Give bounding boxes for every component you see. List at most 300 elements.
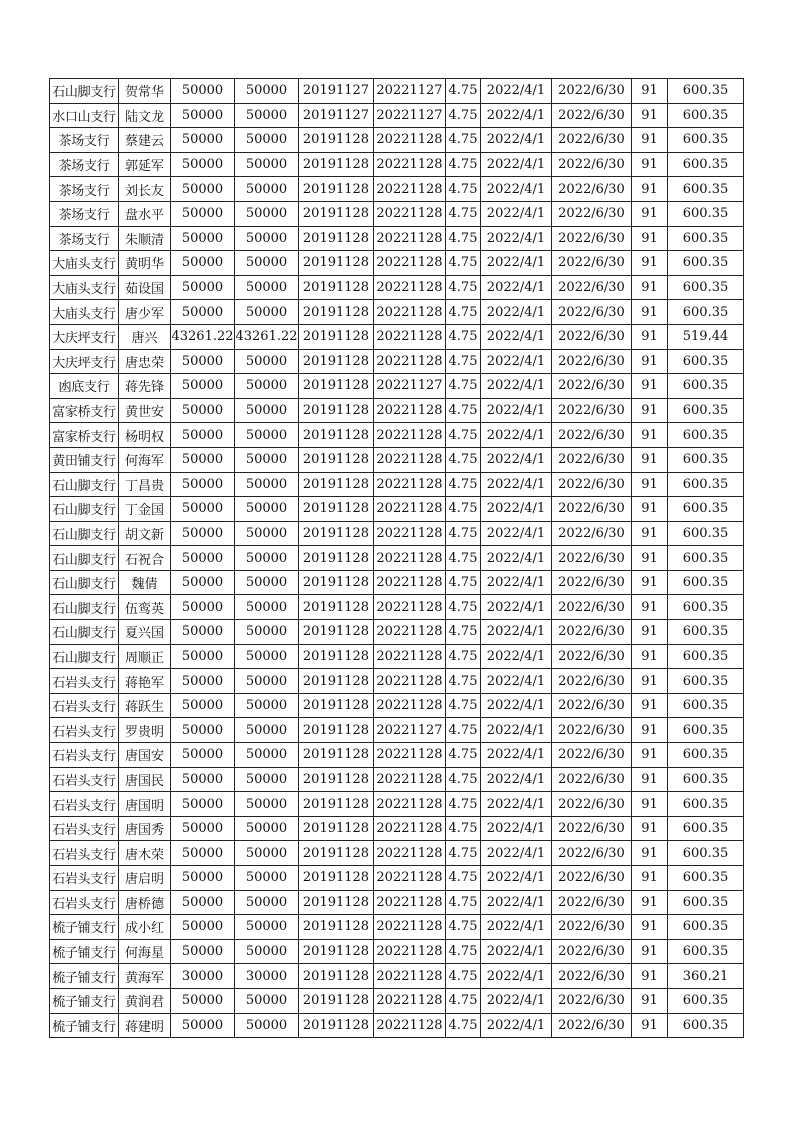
borrower-name-cell: 成小红 (119, 915, 171, 940)
interest-rate-cell: 4.75 (446, 743, 481, 768)
end-date-cell: 20221128 (374, 915, 446, 940)
table-row (50, 743, 744, 768)
days-cell: 91 (632, 103, 668, 128)
interest-amount-cell: 600.35 (668, 866, 744, 891)
interest-amount-cell: 600.35 (668, 570, 744, 595)
interest-rate-cell: 4.75 (446, 620, 481, 645)
interest-amount-cell: 600.35 (668, 349, 744, 374)
start-date-cell: 20191128 (299, 964, 374, 989)
end-date-cell: 20221128 (374, 620, 446, 645)
interest-rate-cell: 4.75 (446, 128, 481, 153)
period-start-cell: 2022/4/1 (481, 743, 552, 768)
start-date-cell: 20191128 (299, 177, 374, 202)
period-start-cell: 2022/4/1 (481, 497, 552, 522)
loan-amount-cell: 30000 (171, 964, 235, 989)
borrower-name-cell: 伍鸾英 (119, 595, 171, 620)
start-date-cell: 20191128 (299, 275, 374, 300)
loan-balance-cell: 50000 (235, 792, 299, 817)
end-date-cell: 20221128 (374, 767, 446, 792)
borrower-name-cell: 郭延军 (119, 152, 171, 177)
table-row (50, 915, 744, 940)
loan-balance-cell: 50000 (235, 497, 299, 522)
table-row (50, 398, 744, 423)
table-row (50, 103, 744, 128)
end-date-cell: 20221128 (374, 423, 446, 448)
loan-balance-cell: 50000 (235, 718, 299, 743)
period-start-cell: 2022/4/1 (481, 447, 552, 472)
start-date-cell: 20191128 (299, 521, 374, 546)
interest-amount-cell: 600.35 (668, 915, 744, 940)
loan-amount-cell: 50000 (171, 644, 235, 669)
loan-balance-cell: 50000 (235, 300, 299, 325)
period-end-cell: 2022/6/30 (552, 816, 632, 841)
interest-rate-cell: 4.75 (446, 595, 481, 620)
table-row (50, 546, 744, 571)
end-date-cell: 20221128 (374, 939, 446, 964)
days-cell: 91 (632, 226, 668, 251)
start-date-cell: 20191128 (299, 718, 374, 743)
days-cell: 91 (632, 841, 668, 866)
table-body (50, 79, 744, 1038)
end-date-cell: 20221128 (374, 644, 446, 669)
start-date-cell: 20191128 (299, 693, 374, 718)
branch-cell: 大庙头支行 (50, 251, 119, 276)
days-cell: 91 (632, 767, 668, 792)
start-date-cell: 20191128 (299, 890, 374, 915)
loan-amount-cell: 50000 (171, 423, 235, 448)
days-cell: 91 (632, 79, 668, 104)
period-end-cell: 2022/6/30 (552, 644, 632, 669)
borrower-name-cell: 蒋先锋 (119, 374, 171, 399)
interest-rate-cell: 4.75 (446, 374, 481, 399)
loan-balance-cell: 50000 (235, 1013, 299, 1038)
period-start-cell: 2022/4/1 (481, 177, 552, 202)
loan-balance-cell: 50000 (235, 915, 299, 940)
borrower-name-cell: 蒋建明 (119, 1013, 171, 1038)
end-date-cell: 20221128 (374, 1013, 446, 1038)
loan-balance-cell: 50000 (235, 152, 299, 177)
period-end-cell: 2022/6/30 (552, 841, 632, 866)
start-date-cell: 20191128 (299, 939, 374, 964)
days-cell: 91 (632, 374, 668, 399)
branch-cell: 石山脚支行 (50, 497, 119, 522)
table-row (50, 792, 744, 817)
start-date-cell: 20191128 (299, 743, 374, 768)
days-cell: 91 (632, 866, 668, 891)
days-cell: 91 (632, 152, 668, 177)
interest-amount-cell: 600.35 (668, 275, 744, 300)
period-start-cell: 2022/4/1 (481, 152, 552, 177)
interest-rate-cell: 4.75 (446, 423, 481, 448)
loan-balance-cell: 50000 (235, 128, 299, 153)
start-date-cell: 20191128 (299, 398, 374, 423)
end-date-cell: 20221127 (374, 718, 446, 743)
loan-balance-cell: 50000 (235, 447, 299, 472)
branch-cell: 石岩头支行 (50, 890, 119, 915)
interest-amount-cell: 600.35 (668, 792, 744, 817)
loan-balance-cell: 50000 (235, 472, 299, 497)
days-cell: 91 (632, 718, 668, 743)
loan-amount-cell: 50000 (171, 693, 235, 718)
table-row (50, 300, 744, 325)
period-end-cell: 2022/6/30 (552, 915, 632, 940)
interest-amount-cell: 600.35 (668, 398, 744, 423)
loan-amount-cell: 50000 (171, 103, 235, 128)
table-row (50, 890, 744, 915)
days-cell: 91 (632, 275, 668, 300)
loan-amount-cell: 50000 (171, 128, 235, 153)
borrower-name-cell: 蒋跃生 (119, 693, 171, 718)
period-start-cell: 2022/4/1 (481, 128, 552, 153)
interest-amount-cell: 600.35 (668, 128, 744, 153)
start-date-cell: 20191128 (299, 324, 374, 349)
period-end-cell: 2022/6/30 (552, 1013, 632, 1038)
table-row (50, 620, 744, 645)
period-start-cell: 2022/4/1 (481, 398, 552, 423)
period-end-cell: 2022/6/30 (552, 79, 632, 104)
period-start-cell: 2022/4/1 (481, 693, 552, 718)
borrower-name-cell: 黄润君 (119, 988, 171, 1013)
start-date-cell: 20191128 (299, 300, 374, 325)
period-start-cell: 2022/4/1 (481, 718, 552, 743)
end-date-cell: 20221128 (374, 201, 446, 226)
period-start-cell: 2022/4/1 (481, 866, 552, 891)
period-end-cell: 2022/6/30 (552, 570, 632, 595)
table-row (50, 79, 744, 104)
period-start-cell: 2022/4/1 (481, 841, 552, 866)
interest-rate-cell: 4.75 (446, 866, 481, 891)
end-date-cell: 20221128 (374, 472, 446, 497)
table-row (50, 964, 744, 989)
borrower-name-cell: 蔡建云 (119, 128, 171, 153)
period-end-cell: 2022/6/30 (552, 620, 632, 645)
period-end-cell: 2022/6/30 (552, 423, 632, 448)
start-date-cell: 20191128 (299, 447, 374, 472)
interest-rate-cell: 4.75 (446, 251, 481, 276)
period-end-cell: 2022/6/30 (552, 988, 632, 1013)
borrower-name-cell: 黄明华 (119, 251, 171, 276)
period-end-cell: 2022/6/30 (552, 472, 632, 497)
period-start-cell: 2022/4/1 (481, 792, 552, 817)
end-date-cell: 20221128 (374, 128, 446, 153)
end-date-cell: 20221128 (374, 447, 446, 472)
interest-rate-cell: 4.75 (446, 79, 481, 104)
branch-cell: 富家桥支行 (50, 398, 119, 423)
borrower-name-cell: 陆文龙 (119, 103, 171, 128)
interest-rate-cell: 4.75 (446, 693, 481, 718)
period-start-cell: 2022/4/1 (481, 988, 552, 1013)
days-cell: 91 (632, 447, 668, 472)
borrower-name-cell: 丁昌贵 (119, 472, 171, 497)
days-cell: 91 (632, 251, 668, 276)
loan-amount-cell: 50000 (171, 570, 235, 595)
end-date-cell: 20221128 (374, 152, 446, 177)
interest-rate-cell: 4.75 (446, 472, 481, 497)
table-row (50, 1013, 744, 1038)
interest-rate-cell: 4.75 (446, 816, 481, 841)
table-row (50, 324, 744, 349)
loan-amount-cell: 50000 (171, 275, 235, 300)
branch-cell: 石岩头支行 (50, 693, 119, 718)
branch-cell: 凼底支行 (50, 374, 119, 399)
interest-rate-cell: 4.75 (446, 939, 481, 964)
period-start-cell: 2022/4/1 (481, 472, 552, 497)
period-start-cell: 2022/4/1 (481, 103, 552, 128)
days-cell: 91 (632, 964, 668, 989)
table-row (50, 275, 744, 300)
interest-amount-cell: 600.35 (668, 595, 744, 620)
start-date-cell: 20191128 (299, 497, 374, 522)
table-row (50, 349, 744, 374)
end-date-cell: 20221128 (374, 177, 446, 202)
loan-amount-cell: 50000 (171, 374, 235, 399)
branch-cell: 梳子铺支行 (50, 988, 119, 1013)
loan-balance-cell: 43261.22 (235, 324, 299, 349)
loan-amount-cell: 50000 (171, 743, 235, 768)
days-cell: 91 (632, 890, 668, 915)
borrower-name-cell: 何海星 (119, 939, 171, 964)
days-cell: 91 (632, 349, 668, 374)
interest-amount-cell: 600.35 (668, 472, 744, 497)
period-start-cell: 2022/4/1 (481, 816, 552, 841)
start-date-cell: 20191127 (299, 79, 374, 104)
branch-cell: 富家桥支行 (50, 423, 119, 448)
period-start-cell: 2022/4/1 (481, 423, 552, 448)
loan-amount-cell: 50000 (171, 472, 235, 497)
borrower-name-cell: 唐桥德 (119, 890, 171, 915)
loan-amount-cell: 50000 (171, 767, 235, 792)
end-date-cell: 20221128 (374, 866, 446, 891)
period-end-cell: 2022/6/30 (552, 964, 632, 989)
table-row (50, 201, 744, 226)
loan-amount-cell: 50000 (171, 939, 235, 964)
branch-cell: 茶场支行 (50, 152, 119, 177)
branch-cell: 石岩头支行 (50, 743, 119, 768)
loan-balance-cell: 50000 (235, 349, 299, 374)
branch-cell: 石山脚支行 (50, 79, 119, 104)
interest-rate-cell: 4.75 (446, 521, 481, 546)
branch-cell: 梳子铺支行 (50, 939, 119, 964)
end-date-cell: 20221127 (374, 103, 446, 128)
table-row (50, 152, 744, 177)
period-end-cell: 2022/6/30 (552, 177, 632, 202)
start-date-cell: 20191128 (299, 226, 374, 251)
interest-rate-cell: 4.75 (446, 1013, 481, 1038)
start-date-cell: 20191128 (299, 374, 374, 399)
loan-balance-cell: 50000 (235, 988, 299, 1013)
branch-cell: 石岩头支行 (50, 792, 119, 817)
days-cell: 91 (632, 201, 668, 226)
days-cell: 91 (632, 693, 668, 718)
loan-balance-cell: 50000 (235, 251, 299, 276)
days-cell: 91 (632, 792, 668, 817)
loan-balance-cell: 50000 (235, 866, 299, 891)
days-cell: 91 (632, 497, 668, 522)
period-start-cell: 2022/4/1 (481, 349, 552, 374)
table-row (50, 693, 744, 718)
interest-amount-cell: 600.35 (668, 423, 744, 448)
borrower-name-cell: 杨明权 (119, 423, 171, 448)
period-end-cell: 2022/6/30 (552, 152, 632, 177)
loan-balance-cell: 50000 (235, 546, 299, 571)
end-date-cell: 20221128 (374, 398, 446, 423)
interest-rate-cell: 4.75 (446, 398, 481, 423)
end-date-cell: 20221128 (374, 521, 446, 546)
interest-rate-cell: 4.75 (446, 841, 481, 866)
end-date-cell: 20221128 (374, 300, 446, 325)
branch-cell: 茶场支行 (50, 177, 119, 202)
interest-rate-cell: 4.75 (446, 201, 481, 226)
days-cell: 91 (632, 324, 668, 349)
period-start-cell: 2022/4/1 (481, 767, 552, 792)
interest-amount-cell: 600.35 (668, 767, 744, 792)
borrower-name-cell: 唐国民 (119, 767, 171, 792)
borrower-name-cell: 丁金国 (119, 497, 171, 522)
interest-amount-cell: 600.35 (668, 669, 744, 694)
table-row (50, 497, 744, 522)
period-end-cell: 2022/6/30 (552, 693, 632, 718)
table-row (50, 866, 744, 891)
start-date-cell: 20191128 (299, 472, 374, 497)
days-cell: 91 (632, 128, 668, 153)
end-date-cell: 20221128 (374, 570, 446, 595)
period-end-cell: 2022/6/30 (552, 497, 632, 522)
period-end-cell: 2022/6/30 (552, 767, 632, 792)
loan-balance-cell: 50000 (235, 939, 299, 964)
loan-balance-cell: 50000 (235, 816, 299, 841)
branch-cell: 大庆坪支行 (50, 324, 119, 349)
days-cell: 91 (632, 915, 668, 940)
loan-balance-cell: 50000 (235, 521, 299, 546)
end-date-cell: 20221128 (374, 792, 446, 817)
interest-amount-cell: 600.35 (668, 890, 744, 915)
loan-amount-cell: 50000 (171, 398, 235, 423)
start-date-cell: 20191127 (299, 103, 374, 128)
start-date-cell: 20191128 (299, 152, 374, 177)
loan-amount-cell: 50000 (171, 718, 235, 743)
start-date-cell: 20191128 (299, 792, 374, 817)
end-date-cell: 20221128 (374, 964, 446, 989)
start-date-cell: 20191128 (299, 767, 374, 792)
interest-amount-cell: 600.35 (668, 226, 744, 251)
loan-amount-cell: 50000 (171, 152, 235, 177)
start-date-cell: 20191128 (299, 988, 374, 1013)
loan-balance-cell: 50000 (235, 841, 299, 866)
table-row (50, 447, 744, 472)
branch-cell: 黄田铺支行 (50, 447, 119, 472)
borrower-name-cell: 魏倩 (119, 570, 171, 595)
days-cell: 91 (632, 816, 668, 841)
branch-cell: 石岩头支行 (50, 866, 119, 891)
interest-amount-cell: 600.35 (668, 644, 744, 669)
interest-rate-cell: 4.75 (446, 324, 481, 349)
branch-cell: 石山脚支行 (50, 546, 119, 571)
days-cell: 91 (632, 177, 668, 202)
interest-rate-cell: 4.75 (446, 890, 481, 915)
start-date-cell: 20191128 (299, 128, 374, 153)
end-date-cell: 20221127 (374, 79, 446, 104)
end-date-cell: 20221128 (374, 890, 446, 915)
loan-amount-cell: 50000 (171, 841, 235, 866)
days-cell: 91 (632, 398, 668, 423)
branch-cell: 石岩头支行 (50, 841, 119, 866)
table-row (50, 595, 744, 620)
end-date-cell: 20221128 (374, 275, 446, 300)
period-start-cell: 2022/4/1 (481, 669, 552, 694)
loan-amount-cell: 50000 (171, 1013, 235, 1038)
branch-cell: 石山脚支行 (50, 644, 119, 669)
start-date-cell: 20191128 (299, 570, 374, 595)
period-start-cell: 2022/4/1 (481, 570, 552, 595)
loan-balance-cell: 50000 (235, 890, 299, 915)
interest-amount-cell: 600.35 (668, 620, 744, 645)
interest-amount-cell: 600.35 (668, 816, 744, 841)
start-date-cell: 20191128 (299, 866, 374, 891)
end-date-cell: 20221127 (374, 374, 446, 399)
loan-amount-cell: 50000 (171, 792, 235, 817)
loan-amount-cell: 50000 (171, 988, 235, 1013)
branch-cell: 大庙头支行 (50, 300, 119, 325)
days-cell: 91 (632, 644, 668, 669)
period-start-cell: 2022/4/1 (481, 620, 552, 645)
loan-balance-cell: 50000 (235, 423, 299, 448)
start-date-cell: 20191128 (299, 546, 374, 571)
branch-cell: 石山脚支行 (50, 595, 119, 620)
borrower-name-cell: 唐启明 (119, 866, 171, 891)
end-date-cell: 20221128 (374, 841, 446, 866)
period-start-cell: 2022/4/1 (481, 939, 552, 964)
interest-rate-cell: 4.75 (446, 767, 481, 792)
loan-balance-cell: 50000 (235, 177, 299, 202)
start-date-cell: 20191128 (299, 423, 374, 448)
period-end-cell: 2022/6/30 (552, 201, 632, 226)
loan-amount-cell: 50000 (171, 816, 235, 841)
loan-amount-cell: 50000 (171, 251, 235, 276)
interest-amount-cell: 600.35 (668, 1013, 744, 1038)
start-date-cell: 20191128 (299, 669, 374, 694)
loan-balance-cell: 50000 (235, 275, 299, 300)
start-date-cell: 20191128 (299, 915, 374, 940)
borrower-name-cell: 唐兴 (119, 324, 171, 349)
days-cell: 91 (632, 521, 668, 546)
branch-cell: 水口山支行 (50, 103, 119, 128)
end-date-cell: 20221128 (374, 546, 446, 571)
end-date-cell: 20221128 (374, 324, 446, 349)
interest-rate-cell: 4.75 (446, 226, 481, 251)
period-end-cell: 2022/6/30 (552, 743, 632, 768)
loan-amount-cell: 50000 (171, 447, 235, 472)
loan-balance-cell: 50000 (235, 79, 299, 104)
start-date-cell: 20191128 (299, 251, 374, 276)
borrower-name-cell: 周顺正 (119, 644, 171, 669)
days-cell: 91 (632, 988, 668, 1013)
borrower-name-cell: 盘水平 (119, 201, 171, 226)
start-date-cell: 20191128 (299, 595, 374, 620)
interest-rate-cell: 4.75 (446, 570, 481, 595)
loan-amount-cell: 50000 (171, 595, 235, 620)
end-date-cell: 20221128 (374, 226, 446, 251)
period-start-cell: 2022/4/1 (481, 300, 552, 325)
period-end-cell: 2022/6/30 (552, 939, 632, 964)
days-cell: 91 (632, 743, 668, 768)
interest-amount-cell: 600.35 (668, 939, 744, 964)
interest-amount-cell: 600.35 (668, 201, 744, 226)
borrower-name-cell: 茹设国 (119, 275, 171, 300)
loan-balance-cell: 50000 (235, 743, 299, 768)
days-cell: 91 (632, 423, 668, 448)
period-end-cell: 2022/6/30 (552, 718, 632, 743)
interest-rate-cell: 4.75 (446, 103, 481, 128)
